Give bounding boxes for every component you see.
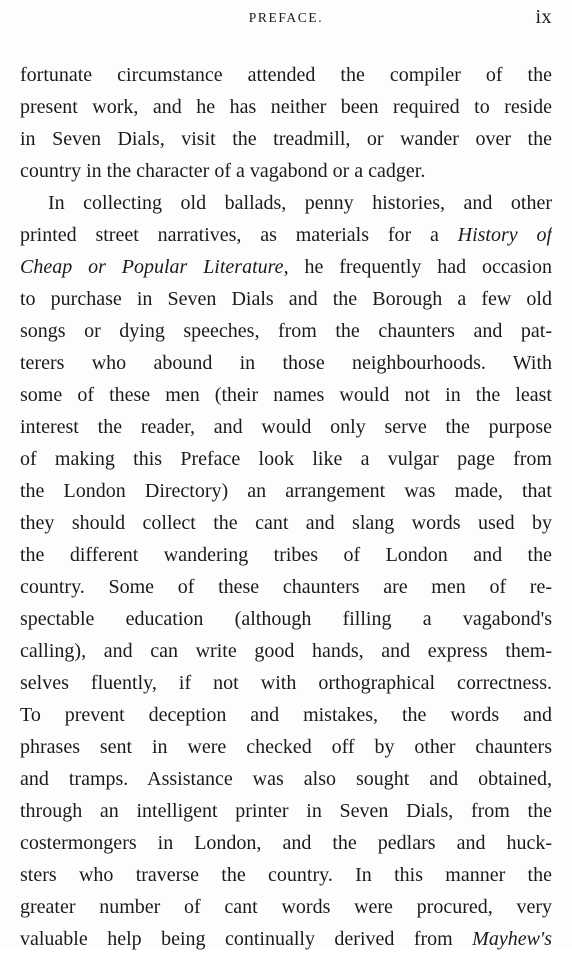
text-line: [20, 539, 552, 571]
text-line: [20, 859, 552, 891]
line-text: , he frequently had occasion: [283, 256, 552, 278]
text-line: [20, 187, 552, 219]
line-text: greater number of cant words were procured, very: [20, 896, 552, 918]
line-text: In collecting old ballads, penny histories, and other: [48, 192, 552, 214]
line-text: country. Some of these chaunters are men of re-: [20, 576, 552, 598]
line-text: the different wandering tribes of London and the: [20, 544, 552, 566]
line-text: they should collect the cant and slang words used by: [20, 512, 552, 534]
line-text: some of these men (their names would not in the least: [20, 384, 552, 406]
line-text: and tramps. Assistance was also sought and obtained,: [20, 768, 552, 790]
text-line: [20, 155, 552, 187]
line-text: in Seven Dials, visit the treadmill, or wander over the: [20, 128, 552, 150]
text-line: [20, 571, 552, 603]
line-text: printed street narratives, as materials for a: [20, 224, 458, 246]
text-line: [20, 667, 552, 699]
line-text: calling), and can write good hands, and express them-: [20, 640, 552, 662]
line-text: of making this Preface look like a vulgar page from: [20, 448, 552, 470]
text-line: [20, 891, 552, 923]
text-line: [20, 763, 552, 795]
text-line: [20, 795, 552, 827]
line-text: present work, and he has neither been required to reside: [20, 96, 552, 118]
text-line: [20, 91, 552, 123]
text-line: [20, 59, 552, 91]
line-text: fortunate circumstance attended the compiler of the: [20, 64, 552, 86]
line-text: selves fluently, if not with orthographical correctness.: [20, 672, 552, 694]
italic-title-text: Mayhew's: [472, 928, 552, 950]
page-number: ix: [535, 6, 552, 28]
running-title: PREFACE.: [248, 10, 324, 25]
italic-title-text: History of: [457, 224, 552, 246]
italic-title-text: Cheap or Popular Literature: [20, 256, 284, 278]
line-text: the London Directory) an arrangement was made, that: [20, 480, 552, 502]
line-text: to purchase in Seven Dials and the Borough a few old: [20, 288, 552, 310]
body-text: [20, 59, 552, 955]
line-text: phrases sent in were checked off by other chaunters: [20, 736, 552, 758]
text-line: [20, 251, 552, 283]
running-head: [20, 6, 552, 30]
text-line: [20, 443, 552, 475]
text-line: [20, 411, 552, 443]
line-text: country in the character of a vagabond or a cadger.: [20, 160, 426, 182]
text-line: [20, 603, 552, 635]
text-line: [20, 923, 552, 955]
text-line: [20, 123, 552, 155]
line-text: valuable help being continually derived from: [20, 928, 473, 950]
line-text: To prevent deception and mistakes, the words and: [20, 704, 552, 726]
line-text: terers who abound in those neighbourhoods. With: [20, 352, 552, 374]
text-line: [20, 635, 552, 667]
line-text: costermongers in London, and the pedlars and huck-: [20, 832, 552, 854]
text-line: [20, 283, 552, 315]
text-line: [20, 347, 552, 379]
line-text: spectable education (although filling a vagabond's: [20, 608, 552, 630]
text-line: [20, 699, 552, 731]
text-line: [20, 219, 552, 251]
text-line: [20, 379, 552, 411]
text-line: [20, 731, 552, 763]
line-text: interest the reader, and would only serve the purpose: [20, 416, 552, 438]
text-line: [20, 315, 552, 347]
line-text: through an intelligent printer in Seven Dials, from the: [20, 800, 552, 822]
text-line: [20, 827, 552, 859]
text-line: [20, 507, 552, 539]
text-line: [20, 475, 552, 507]
line-text: sters who traverse the country. In this manner the: [20, 864, 552, 886]
line-text: songs or dying speeches, from the chaunters and pat-: [20, 320, 552, 342]
